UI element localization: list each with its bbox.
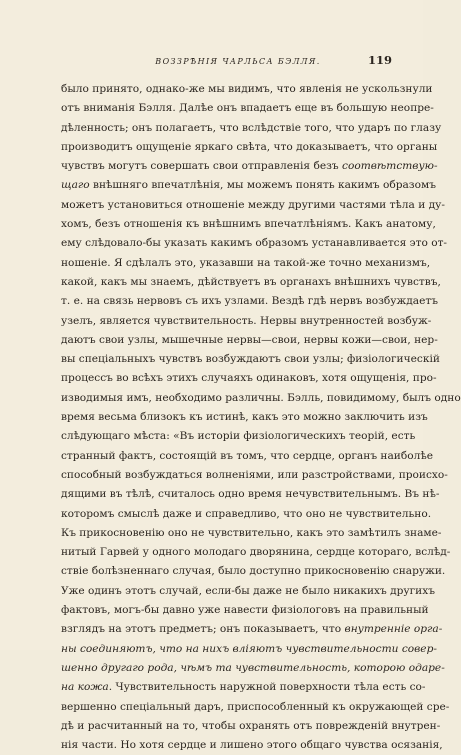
text-segment: даютъ свои узлы, мышечные нервы—свои, нервы кожи—свои, нер- [61, 333, 438, 346]
text-line [61, 350, 440, 369]
text-line [61, 80, 433, 99]
text-segment: странный фактъ, состоящій въ томъ, что сердце, органъ наиболѣе [61, 449, 434, 462]
text-segment: взглядъ на этотъ предметъ; онъ показываетъ, что [61, 623, 345, 636]
text-segment: ношеніе. Я сдѣлалъ это, указавши на такой-же точно механизмъ, [61, 256, 431, 269]
text-segment: . Чувствительность наружной поверхности тѣла есть со- [108, 681, 426, 694]
text-segment: нія части. Но хотя сердце и лишено этого общаго чувства осязанія, [61, 739, 443, 752]
text-segment: ствіе болѣзненнаго случая, было доступно прикосновенію снаружи. [61, 565, 446, 578]
running-title: ВОЗЗРѢНІЯ ЧАРЛЬСА БЭЛЛЯ. [155, 57, 321, 66]
text-segment: дѣленность; онъ полагаетъ, что вслѣдствіе того, что ударъ по глазу [61, 121, 442, 134]
text-line [61, 524, 442, 543]
text-line [61, 369, 437, 388]
text-segment: вершенно спеціальный даръ, приспособленный къ окружающей сре- [61, 700, 450, 713]
text-line [61, 736, 443, 755]
text-segment: процессъ во всѣхъ этихъ случаяхъ одинаковъ, хотя ощущенія, про- [61, 372, 437, 385]
text-line [61, 620, 443, 639]
text-line [61, 119, 442, 138]
italic-text: шенно другаго рода, чѣмъ та чувствительность, которою одаре- [61, 661, 445, 674]
text-line [61, 408, 428, 427]
text-segment: дѣ и расчитанный на то, чтобы охранять отъ поврежденій внутрен- [61, 719, 441, 732]
text-line [61, 254, 431, 273]
text-segment: хомъ, безъ отношенія къ внѣшнимъ впечатлѣніямъ. Какъ анатому, [61, 218, 436, 231]
text-segment: было принято, однако-же мы видимъ, что явленія не ускользнули [61, 83, 433, 95]
text-line [61, 138, 438, 157]
text-segment: слѣдующаго мѣста: «Въ исторіи физіологическихъ теорій, есть [61, 430, 416, 443]
text-segment: Къ прикосновенію оно не чувствительно, какъ это замѣтилъ знаме- [61, 526, 442, 539]
text-segment: нитый Гарвей у одного молодаго дворянина, сердце котораго, вслѣд- [61, 546, 451, 559]
body-text [61, 80, 461, 755]
text-segment: отъ вниманія Бэлля. Далѣе онъ впадаетъ еще въ большую неопре- [61, 102, 434, 115]
italic-text: щаго [61, 179, 90, 192]
text-line [61, 234, 448, 253]
text-segment: способный возбуждаться волненіями, или разстройствами, происхо- [61, 468, 448, 481]
page-number: 119 [367, 53, 392, 67]
text-line [61, 466, 448, 485]
text-line [61, 717, 441, 736]
text-line [61, 312, 432, 331]
text-line [61, 659, 445, 678]
text-segment: дящими въ тѣлѣ, считалось одно время нечувствительнымъ. Въ нѣ- [61, 488, 440, 501]
text-segment: вы спеціальныхъ чувствъ возбуждаютъ свои узлы; физіологическій [61, 353, 440, 366]
text-line [61, 292, 438, 311]
text-line [61, 176, 436, 195]
text-segment: узелъ, является чувствительность. Нервы внутренностей возбуж- [61, 314, 432, 327]
text-line [61, 331, 438, 350]
text-segment: чувствъ могутъ совершать свои отправленія безъ [61, 160, 343, 173]
text-segment: изводимыя имъ, необходимо различны. Бэлль, повидимому, былъ одно [61, 391, 461, 404]
text-line [61, 215, 436, 234]
text-line [61, 543, 451, 562]
text-line [61, 640, 437, 659]
italic-text: ны соединяютъ, что на нихъ вліяютъ чувствительности совер- [61, 642, 437, 655]
text-segment: производитъ ощущеніе яркаго свѣта, что доказываетъ, что органы [61, 140, 438, 153]
text-segment: какой, какъ мы знаемъ, дѣйствуетъ въ органахъ внѣшнихъ чувствъ, [61, 275, 441, 288]
text-line [61, 196, 445, 215]
text-segment: фактовъ, могъ-бы давно уже навести физіологовъ на правильный [61, 604, 429, 617]
text-segment: внѣшняго впечатлѣнія, мы можемъ понять какимъ образомъ [89, 179, 436, 192]
text-line [61, 698, 450, 717]
text-line [61, 389, 461, 408]
italic-text: на кожа [61, 681, 109, 694]
text-line [61, 273, 441, 292]
text-segment: Уже одинъ этотъ случай, если-бы даже не было никакихъ другихъ [61, 584, 435, 597]
text-segment: ему слѣдовало-бы указать какимъ образомъ устанавливается это от- [61, 237, 448, 250]
text-line [61, 582, 435, 601]
text-segment: которомъ смыслѣ даже и справедливо, что оно не чувствительно. [61, 507, 432, 520]
text-line [61, 562, 446, 581]
italic-text: внутренніе орга- [344, 623, 443, 636]
text-line [61, 427, 416, 446]
text-segment: т. е. на связь нервовъ съ ихъ узлами. Вездѣ гдѣ нервъ возбуждаетъ [61, 295, 438, 308]
text-line [61, 447, 434, 466]
text-line [61, 505, 432, 524]
text-line [61, 99, 434, 118]
text-line [61, 485, 440, 504]
text-segment: время весьма близокъ къ истинѣ, какъ это можно заключить изъ [61, 411, 428, 424]
text-line [61, 157, 438, 176]
text-segment: можетъ установиться отношеніе между другими частями тѣла и ду- [61, 198, 445, 211]
text-line [61, 678, 426, 697]
text-line [61, 601, 429, 620]
italic-text: соотвѣтствую- [342, 160, 438, 173]
